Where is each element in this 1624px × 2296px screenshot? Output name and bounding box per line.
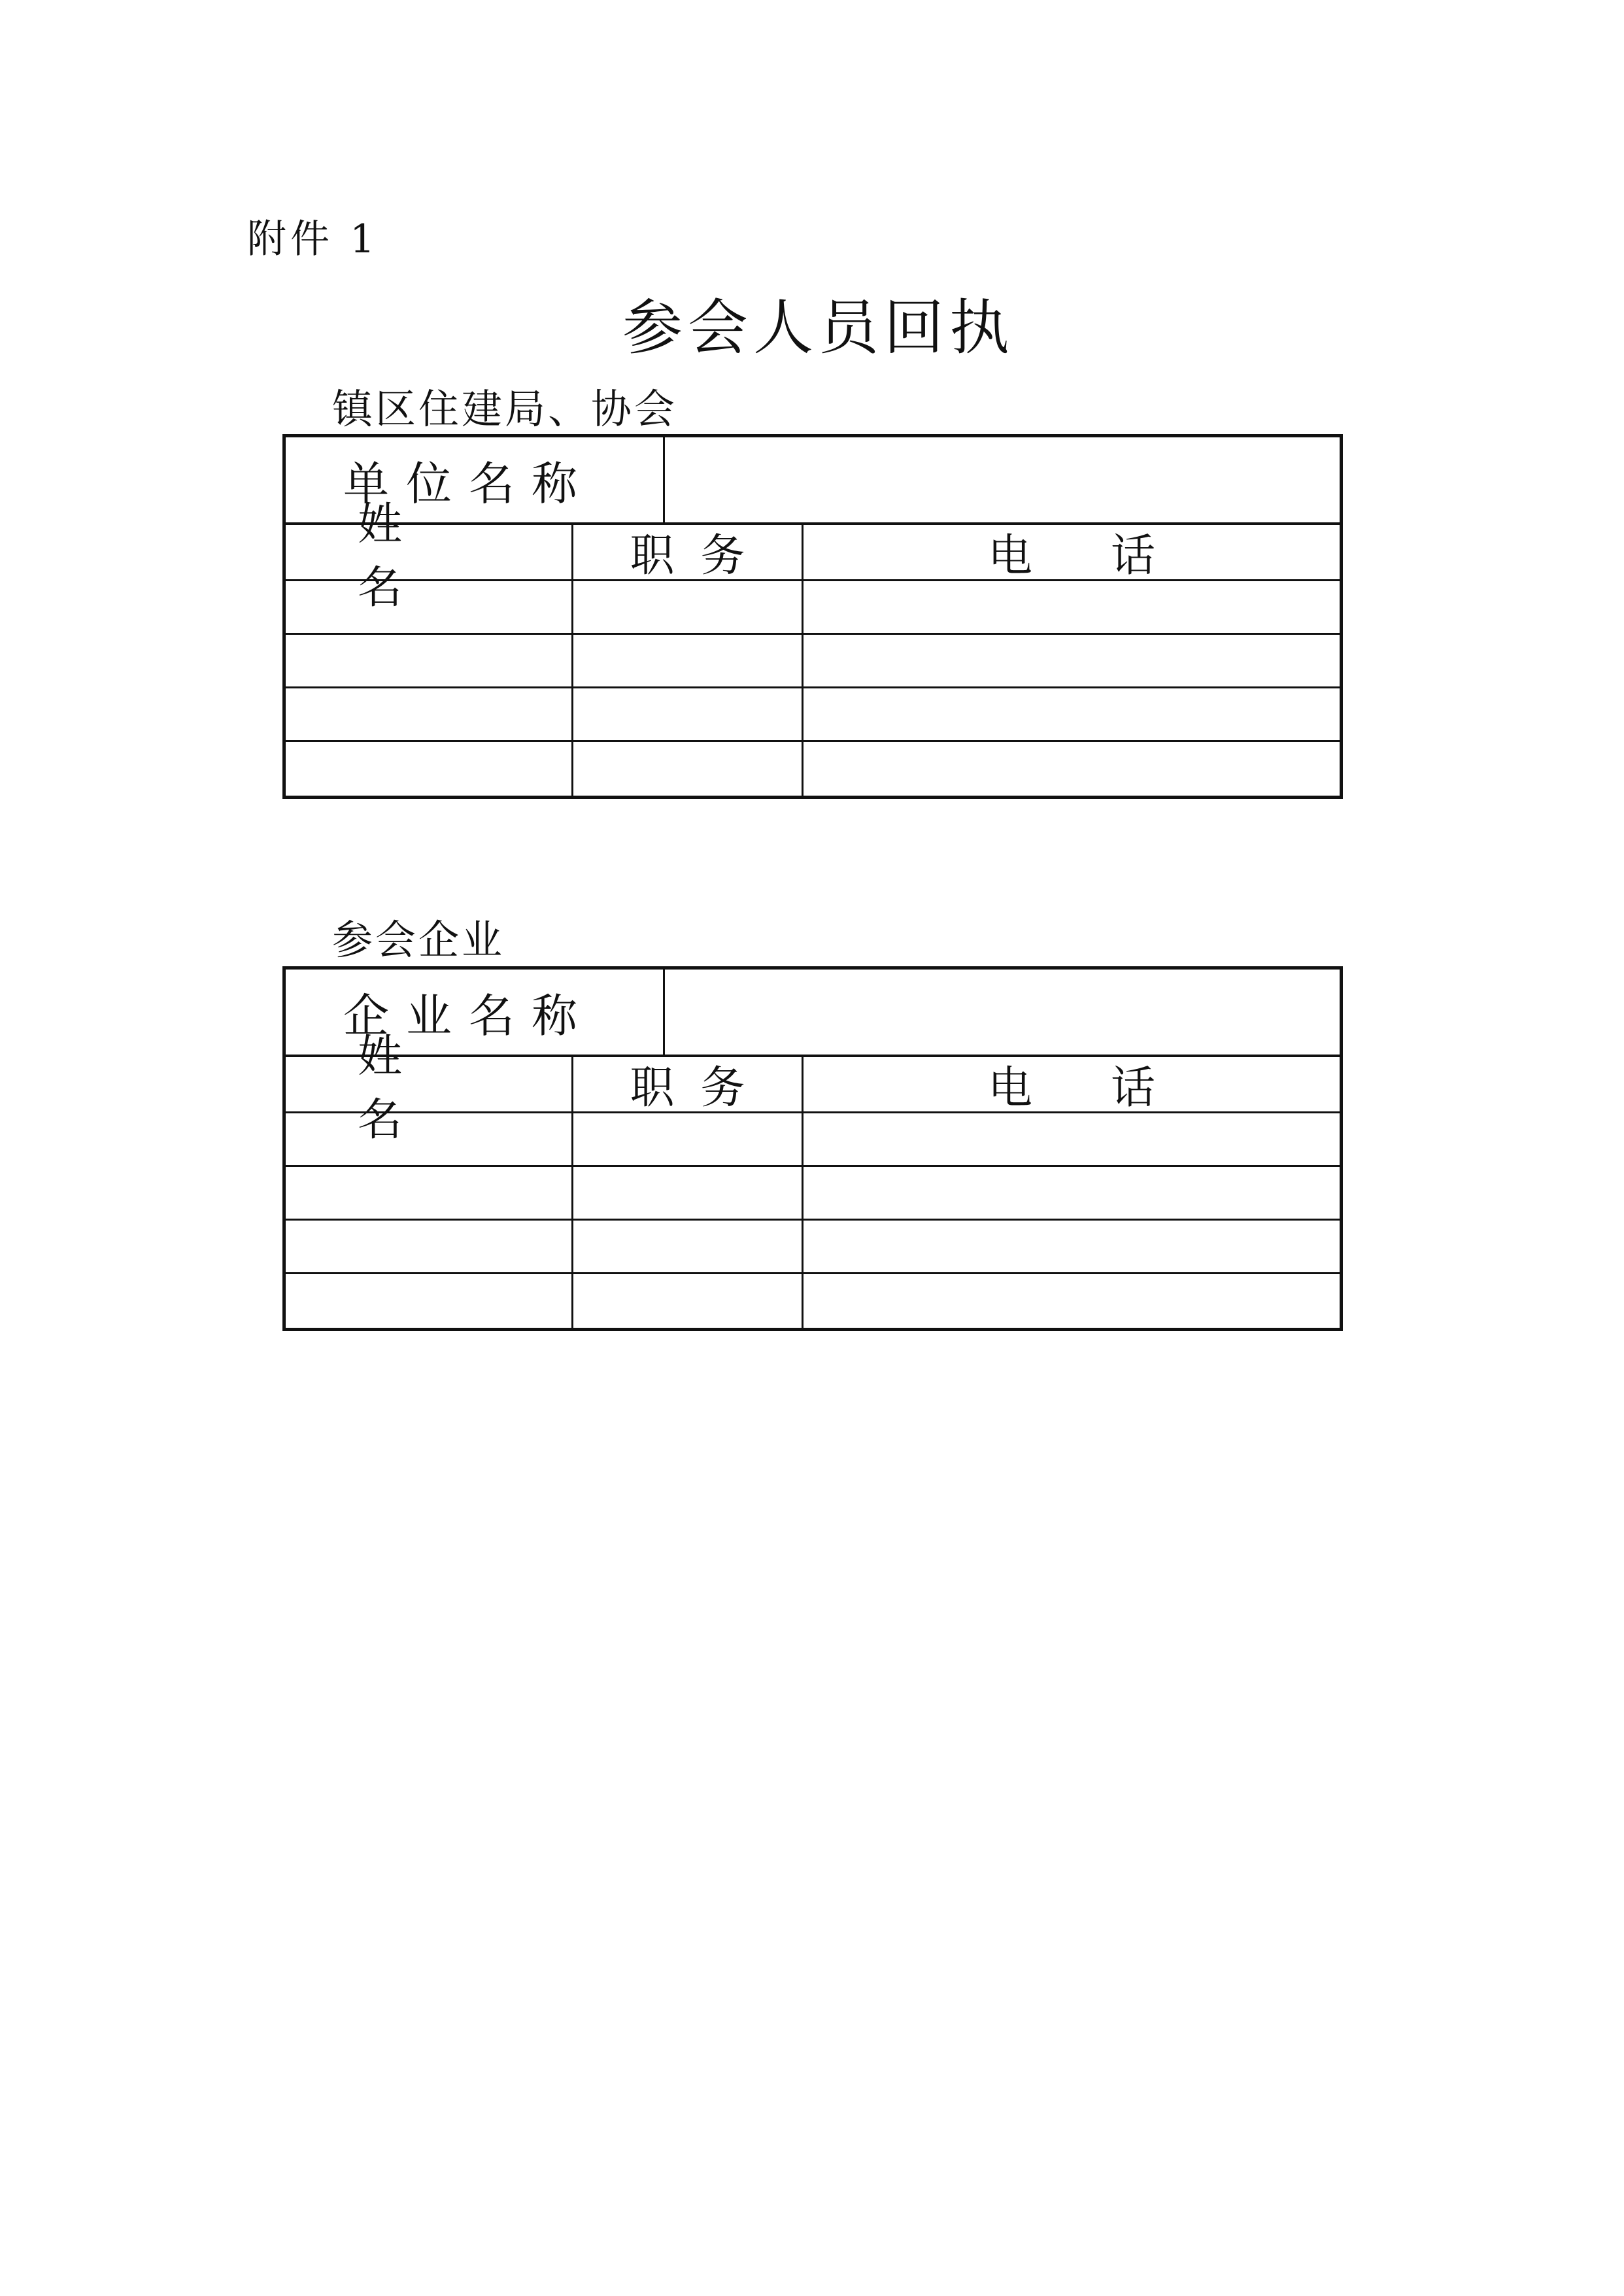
- position-cell[interactable]: [573, 581, 804, 633]
- position-cell[interactable]: [573, 1113, 804, 1165]
- table-row: [286, 742, 1340, 796]
- name-cell[interactable]: [286, 1274, 573, 1328]
- table-row: [286, 581, 1340, 635]
- table-row: [286, 1274, 1340, 1328]
- name-cell[interactable]: [286, 1167, 573, 1219]
- name-cell[interactable]: [286, 581, 573, 633]
- name-cell[interactable]: [286, 1113, 573, 1165]
- phone-cell[interactable]: [804, 1274, 1340, 1328]
- phone-cell[interactable]: [804, 1167, 1340, 1219]
- enterprise-name-label: 企业名称: [286, 970, 665, 1055]
- section-label-bureau: 镇区住建局、协会: [332, 385, 678, 433]
- phone-cell[interactable]: [804, 688, 1340, 740]
- name-cell[interactable]: [286, 742, 573, 796]
- table-row: [286, 1167, 1340, 1221]
- table-header-row: [286, 498, 1340, 614]
- enterprise-name-field[interactable]: [665, 970, 1340, 1055]
- column-header-name: 姓名: [286, 1057, 573, 1111]
- name-cell[interactable]: [286, 688, 573, 740]
- unit-name-label: 单位名称: [286, 437, 665, 522]
- form-table-bureau: [282, 434, 1343, 799]
- phone-cell[interactable]: [804, 635, 1340, 686]
- unit-name-field[interactable]: [665, 437, 1340, 522]
- section-label-enterprise: 参会企业: [332, 916, 505, 964]
- position-cell[interactable]: [573, 688, 804, 740]
- table-row: [286, 688, 1340, 742]
- column-header-phone: 电话: [987, 1062, 1234, 1114]
- phone-cell[interactable]: [804, 1221, 1340, 1272]
- column-header-name: 姓名: [286, 525, 573, 579]
- table-row: [286, 635, 1340, 688]
- name-cell[interactable]: [286, 1221, 573, 1272]
- column-header-position: 职务: [573, 525, 804, 579]
- position-cell[interactable]: [573, 1167, 804, 1219]
- phone-cell[interactable]: [804, 1113, 1340, 1165]
- phone-cell[interactable]: [804, 742, 1340, 796]
- phone-cell[interactable]: [804, 581, 1340, 633]
- page-title: 参会人员回执: [622, 293, 1015, 363]
- position-cell[interactable]: [573, 742, 804, 796]
- table-header-row: [286, 1030, 1340, 1146]
- column-header-position: 职务: [573, 1057, 804, 1111]
- position-cell[interactable]: [573, 1221, 804, 1272]
- attachment-label: 附件 1: [247, 216, 379, 262]
- form-table-enterprise: [282, 966, 1343, 1331]
- column-header-phone: 电话: [987, 530, 1234, 582]
- name-cell[interactable]: [286, 635, 573, 686]
- position-cell[interactable]: [573, 635, 804, 686]
- table-row: [286, 1221, 1340, 1274]
- table-row: [286, 1113, 1340, 1167]
- position-cell[interactable]: [573, 1274, 804, 1328]
